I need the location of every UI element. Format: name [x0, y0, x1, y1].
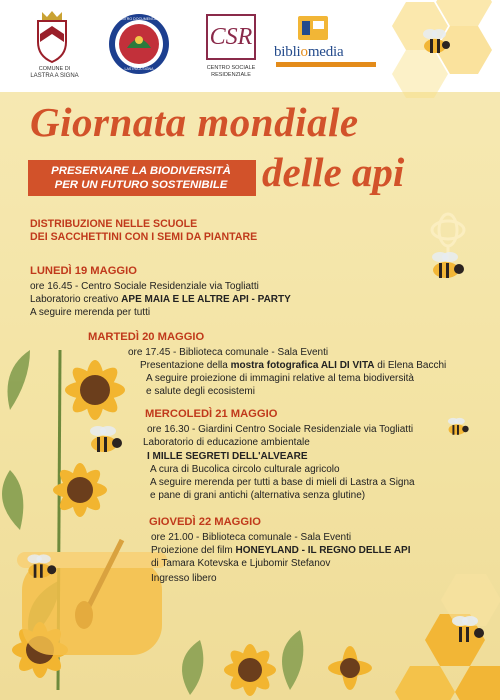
bibliomedia-icon	[298, 16, 328, 40]
event-4-activity-title: HONEYLAND - IL REGNO DELLE API	[235, 545, 411, 556]
bibliomedia-wordmark-end: media	[307, 44, 344, 60]
sunflower-2-icon	[53, 463, 107, 517]
event-3-note-3: e pane di grani antichi (alternativa senza glutine)	[150, 490, 366, 501]
page-title-line2: delle api	[262, 149, 405, 195]
event-3-lab: Laboratorio di educazione ambientale	[143, 437, 310, 448]
page-title-line1: Giornata mondiale	[30, 99, 359, 145]
bottom-sunflowers-illustration	[160, 600, 410, 700]
event-1-activity	[30, 294, 291, 306]
event-4-note: Ingresso libero	[151, 573, 217, 584]
centro-sociale-residenziale-logo	[196, 10, 266, 84]
event-2-activity	[140, 360, 446, 372]
distribution-notice	[30, 218, 257, 244]
csr-monogram: CSR	[206, 14, 256, 60]
event-4-credits: di Tamara Kotevska e Ljubomir Stefanov	[151, 558, 331, 569]
csr-caption-line2: RESIDENZIALE	[211, 72, 251, 78]
centro-documentazione-logo	[107, 12, 171, 76]
bee-icon	[84, 424, 124, 456]
distribution-line2: DEI SACCHETTINI CON I SEMI DA PIANTARE	[30, 231, 258, 243]
event-2-note-2: e salute degli ecosistemi	[146, 386, 255, 397]
event-1-activity-prefix: Laboratorio creativo	[30, 294, 122, 305]
event-4-activity	[151, 545, 411, 557]
crest-icon	[24, 8, 80, 64]
event-1-date: LUNEDÌ 19 MAGGIO	[30, 265, 137, 277]
event-4-activity-prefix: Proiezione del film	[151, 545, 236, 556]
subtitle-ribbon-text	[30, 164, 252, 192]
crest-caption-line2: LASTRA A SIGNA	[30, 73, 79, 79]
badge-text-top: CENTRO DOCUMENTAZIONE	[117, 17, 168, 21]
bee-icon	[418, 28, 452, 58]
bibliomedia-wordmark-o: o	[300, 44, 308, 60]
event-2-note-1: A seguire proiezione di immagini relative al tema biodiversità	[146, 373, 414, 384]
bee-icon	[444, 416, 470, 438]
ribbon-line2: PER UN FUTURO SOSTENIBILE	[54, 179, 228, 191]
bibliomedia-wordmark-start: bibli	[274, 44, 301, 60]
sunflower-1-icon	[65, 360, 125, 420]
distribution-line1: DISTRIBUZIONE NELLE SCUOLE	[30, 218, 198, 230]
bee-icon	[446, 614, 486, 646]
bee-icon	[22, 552, 58, 582]
bibliomedia-wordmark	[274, 44, 343, 61]
event-2-activity-suffix: di Elena Bacchi	[374, 360, 447, 371]
bee-icon	[426, 250, 466, 282]
event-2-activity-prefix: Presentazione della	[140, 360, 231, 371]
crest-caption-line1: COMUNE DI	[38, 66, 71, 72]
event-1-note: A seguire merenda per tutti	[30, 307, 151, 318]
csr-caption-line1: CENTRO SOCIALE	[206, 65, 256, 71]
bibliomedia-logo	[272, 14, 382, 74]
ribbon-line1: PRESERVARE LA BIODIVERSITÀ	[51, 165, 231, 177]
event-4-time-place: ore 21.00 - Biblioteca comunale - Sala Eventi	[151, 532, 352, 543]
event-3-title: I MILLE SEGRETI DELL'ALVEARE	[147, 451, 308, 462]
event-1-time-place: ore 16.45 - Centro Sociale Residenziale via Togliatti	[30, 281, 259, 292]
badge-text-bottom: LASTRA A SIGNA	[124, 67, 154, 71]
event-2-activity-title: mostra fotografica ALI DI VITA	[230, 360, 375, 371]
event-1-activity-title: APE MAIA E LE ALTRE API - PARTY	[121, 294, 291, 305]
event-3-note-2: A seguire merenda per tutti a base di mieli di Lastra a Signa	[150, 477, 415, 488]
event-3-date: MERCOLEDÌ 21 MAGGIO	[145, 408, 278, 420]
event-2-time-place: ore 17.45 - Biblioteca comunale - Sala Eventi	[128, 347, 329, 358]
event-4-date: GIOVEDÌ 22 MAGGIO	[149, 516, 261, 528]
event-3-time-place: ore 16.30 - Giardini Centro Sociale Residenziale via Togliatti	[147, 424, 414, 435]
event-3-note-1: A cura di Bucolica circolo culturale agricolo	[150, 464, 340, 475]
bibliomedia-underline	[276, 62, 376, 67]
comune-lastra-a-signa-logo	[24, 8, 80, 82]
event-2-date: MARTEDÌ 20 MAGGIO	[88, 331, 205, 343]
